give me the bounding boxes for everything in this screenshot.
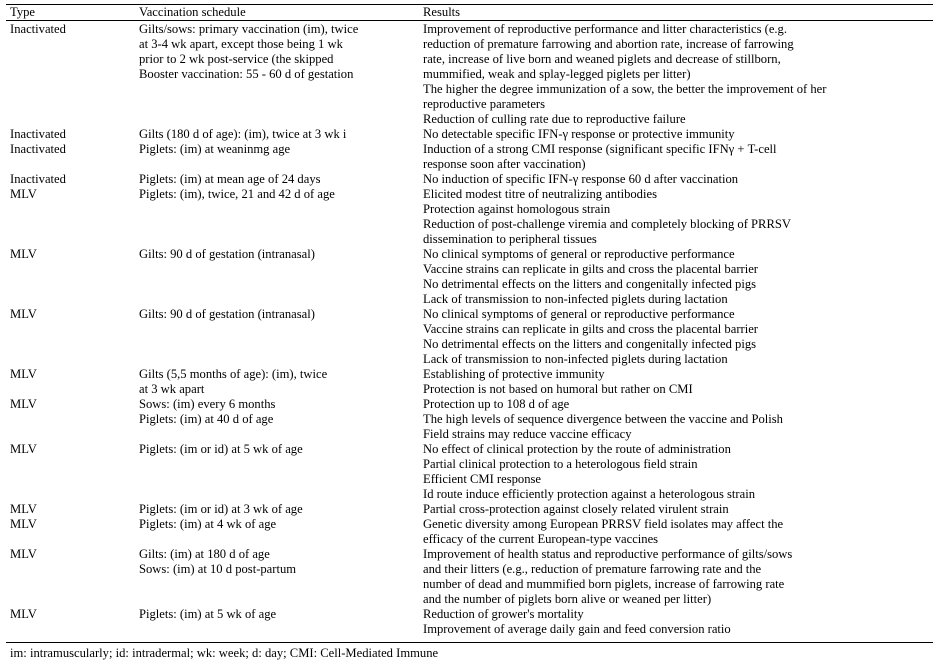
schedule-line: Booster vaccination: 55 - 60 d of gestation: [139, 67, 354, 81]
results-line: Reduction of grower's mortality: [423, 607, 584, 621]
results-line: Lack of transmission to non-infected piglets during lactation: [423, 352, 728, 366]
results-line: Partial cross-protection against closely related virulent strain: [423, 502, 729, 516]
cell-results: [423, 517, 935, 547]
cell-results: [423, 547, 935, 607]
cell-type: Inactivated: [10, 22, 66, 36]
cell-schedule: [139, 142, 419, 157]
cell-type: MLV: [10, 367, 37, 381]
schedule-line: Piglets: (im) at 4 wk of age: [139, 517, 277, 531]
results-line: No clinical symptoms of general or reproductive performance: [423, 247, 735, 261]
results-line: rate, increase of live born and weaned piglets and decrease of stillborn,: [423, 52, 781, 66]
cell-schedule: [139, 442, 419, 457]
cell-schedule: [139, 397, 419, 427]
results-line: reproductive parameters: [423, 97, 546, 111]
results-line: Partial clinical protection to a heterologous field strain: [423, 457, 698, 471]
cell-schedule: [139, 502, 419, 517]
cell-results: [423, 127, 935, 142]
cell-schedule: [139, 307, 419, 322]
results-line: Lack of transmission to non-infected piglets during lactation: [423, 292, 728, 306]
schedule-line: Piglets: (im) at 5 wk of age: [139, 607, 277, 621]
results-line: The high levels of sequence divergence between the vaccine and Polish: [423, 412, 783, 426]
results-line: Establishing of protective immunity: [423, 367, 605, 381]
results-line: number of dead and mummified born piglets, increase of farrowing rate: [423, 577, 785, 591]
results-line: response soon after vaccination): [423, 157, 586, 171]
cell-type: Inactivated: [10, 172, 66, 186]
cell-results: [423, 307, 935, 367]
results-line: Vaccine strains can replicate in gilts and cross the placental barrier: [423, 262, 758, 276]
results-line: Genetic diversity among European PRRSV field isolates may affect the: [423, 517, 784, 531]
cell-schedule: [139, 127, 419, 142]
cell-schedule: [139, 187, 419, 202]
cell-schedule: [139, 247, 419, 262]
schedule-line: Piglets: (im or id) at 3 wk of age: [139, 502, 303, 516]
results-line: and the number of piglets born alive or weaned per litter): [423, 592, 712, 606]
cell-schedule: [139, 172, 419, 187]
results-line: No detrimental effects on the litters and congenitally infected pigs: [423, 277, 757, 291]
cell-type: MLV: [10, 607, 37, 621]
cell-results: [423, 442, 935, 502]
header-vaccination-schedule: Vaccination schedule: [139, 5, 246, 19]
schedule-line: Gilts: 90 d of gestation (intranasal): [139, 307, 315, 321]
cell-schedule: [139, 517, 419, 532]
results-line: No induction of specific IFN-γ response 60 d after vaccination: [423, 172, 739, 186]
schedule-line: Gilts (180 d of age): (im), twice at 3 wk i: [139, 127, 347, 141]
results-line: No effect of clinical protection by the route of administration: [423, 442, 731, 456]
schedule-line: Gilts: (im) at 180 d of age: [139, 547, 270, 561]
cell-type: MLV: [10, 307, 37, 321]
results-line: reduction of premature farrowing and abortion rate, increase of farrowing: [423, 37, 794, 51]
results-line: Elicited modest titre of neutralizing antibodies: [423, 187, 657, 201]
schedule-line: at 3 wk apart: [139, 382, 205, 396]
schedule-line: Gilts: 90 d of gestation (intranasal): [139, 247, 315, 261]
results-line: Reduction of post-challenge viremia and completely blocking of PRRSV: [423, 217, 791, 231]
cell-results: [423, 22, 935, 127]
schedule-line: Piglets: (im) at 40 d of age: [139, 412, 274, 426]
schedule-line: Piglets: (im) at weaninmg age: [139, 142, 291, 156]
results-line: Protection up to 108 d of age: [423, 397, 570, 411]
cell-results: [423, 247, 935, 307]
cell-schedule: [139, 607, 419, 622]
table-footnote: im: intramuscularly; id: intradermal; wk: week; d: day; CMI: Cell-Mediated Immune: [10, 646, 439, 660]
table-header-rule: [6, 20, 933, 21]
results-line: Vaccine strains can replicate in gilts and cross the placental barrier: [423, 322, 758, 336]
results-line: mummified, weak and splay-legged piglets per litter): [423, 67, 691, 81]
header-results: Results: [423, 5, 461, 19]
cell-results: [423, 607, 935, 637]
results-line: Reduction of culling rate due to reproductive failure: [423, 112, 686, 126]
results-line: Field strains may reduce vaccine efficacy: [423, 427, 632, 441]
cell-type: MLV: [10, 187, 37, 201]
cell-results: [423, 142, 935, 172]
results-line: Protection is not based on humoral but rather on CMI: [423, 382, 693, 396]
cell-results: [423, 397, 935, 442]
results-line: efficacy of the current European-type vaccines: [423, 532, 659, 546]
header-type: Type: [10, 5, 35, 19]
cell-results: [423, 502, 935, 517]
cell-type: MLV: [10, 547, 37, 561]
cell-schedule: [139, 547, 419, 577]
results-line: No clinical symptoms of general or reproductive performance: [423, 307, 735, 321]
cell-results: [423, 367, 935, 397]
schedule-line: Piglets: (im), twice, 21 and 42 d of age: [139, 187, 335, 201]
schedule-line: prior to 2 wk post-service (the skipped: [139, 52, 334, 66]
results-line: Protection against homologous strain: [423, 202, 611, 216]
schedule-line: Gilts/sows: primary vaccination (im), twice: [139, 22, 359, 36]
cell-type: MLV: [10, 502, 37, 516]
results-line: and their litters (e.g., reduction of premature farrowing rate and the: [423, 562, 762, 576]
schedule-line: at 3-4 wk apart, except those being 1 wk: [139, 37, 343, 51]
cell-type: MLV: [10, 247, 37, 261]
results-line: Induction of a strong CMI response (significant specific IFNγ + T-cell: [423, 142, 777, 156]
results-line: Id route induce efficiently protection against a heterologous strain: [423, 487, 755, 501]
results-line: The higher the degree immunization of a sow, the better the improvement of her: [423, 82, 827, 96]
cell-schedule: [139, 22, 419, 82]
results-line: Improvement of health status and reproductive performance of gilts/sows: [423, 547, 793, 561]
schedule-line: Sows: (im) every 6 months: [139, 397, 276, 411]
results-line: dissemination to peripheral tissues: [423, 232, 597, 246]
results-line: No detectable specific IFN-γ response or protective immunity: [423, 127, 735, 141]
cell-type: MLV: [10, 442, 37, 456]
schedule-line: Sows: (im) at 10 d post-partum: [139, 562, 297, 576]
results-line: Improvement of reproductive performance and litter characteristics (e.g.: [423, 22, 788, 36]
cell-results: [423, 172, 935, 187]
cell-type: MLV: [10, 397, 37, 411]
schedule-line: Gilts (5,5 months of age): (im), twice: [139, 367, 328, 381]
results-line: Improvement of average daily gain and feed conversion ratio: [423, 622, 731, 636]
results-line: Efficient CMI response: [423, 472, 541, 486]
cell-type: Inactivated: [10, 142, 66, 156]
cell-type: Inactivated: [10, 127, 66, 141]
cell-type: MLV: [10, 517, 37, 531]
schedule-line: Piglets: (im) at mean age of 24 days: [139, 172, 321, 186]
cell-results: [423, 187, 935, 247]
cell-schedule: [139, 367, 419, 397]
schedule-line: Piglets: (im or id) at 5 wk of age: [139, 442, 303, 456]
table-bottom-rule: [6, 642, 933, 643]
results-line: No detrimental effects on the litters and congenitally infected pigs: [423, 337, 757, 351]
